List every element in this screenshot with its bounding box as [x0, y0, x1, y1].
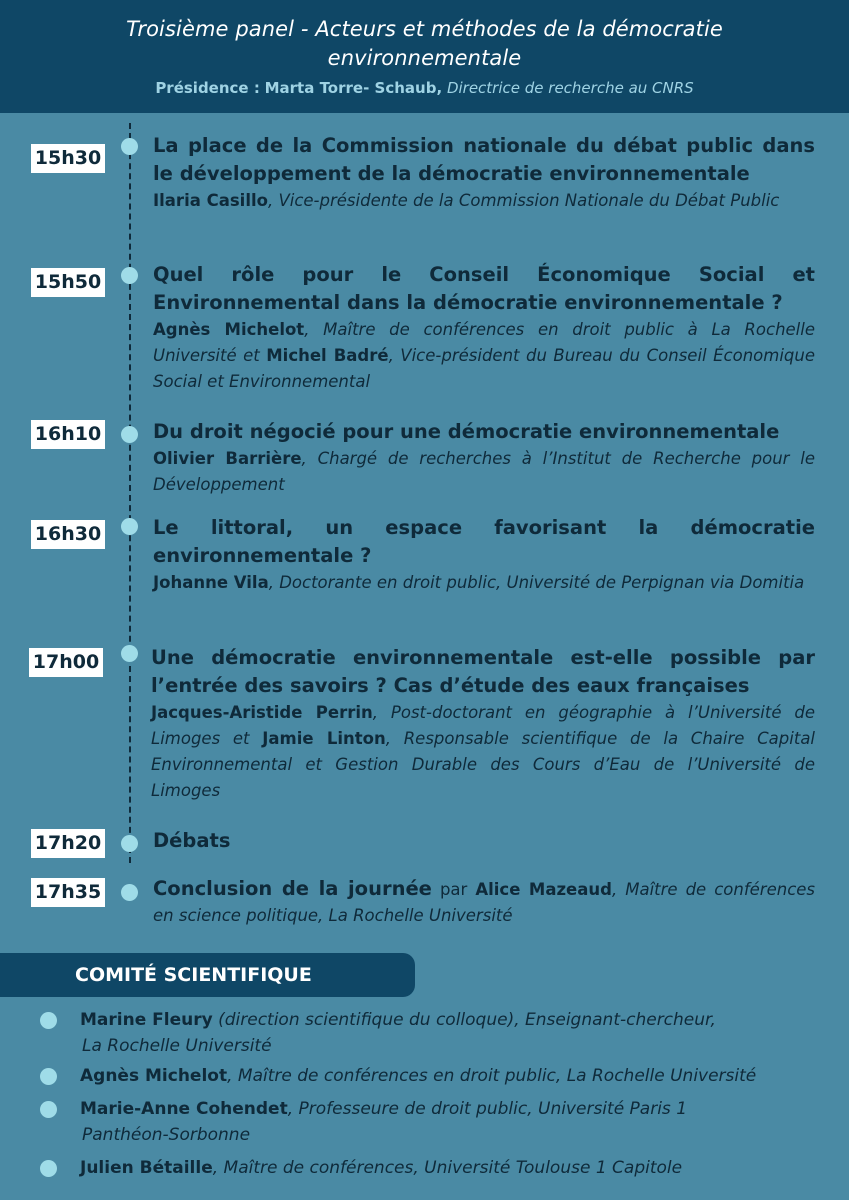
- member-text: [80, 1007, 830, 1059]
- item-speakers: [153, 570, 815, 596]
- bullet-dot-icon: [40, 1160, 57, 1177]
- time-badge: 15h30: [31, 144, 105, 173]
- item-title: Du droit négocié pour une démocratie environnementale: [153, 420, 780, 443]
- item-content: [153, 418, 815, 498]
- panel-header: [0, 0, 849, 113]
- time-badge: 16h30: [31, 520, 105, 549]
- timeline-line: [129, 123, 131, 863]
- speaker-name-2: Jamie Linton: [262, 729, 386, 748]
- item-content: [151, 644, 815, 804]
- item-title: Conclusion de la journée: [153, 877, 432, 900]
- timeline-dot-icon: [121, 835, 138, 852]
- speaker-role-2: , Responsable scientifique de la Chaire Capital Environnemental et Gestion Durable des Cours d’Eau de l’Université de Limoges: [151, 729, 816, 800]
- item-speakers: [153, 188, 815, 214]
- member-role: , Professeure de droit public, Université Paris 1: [287, 1099, 688, 1119]
- time-badge: 17h00: [29, 648, 103, 677]
- item-speakers: [151, 700, 815, 804]
- presidence-label: Présidence :: [155, 79, 260, 97]
- item-content: [153, 876, 815, 929]
- item-content: [153, 261, 815, 395]
- item-content: [153, 132, 815, 214]
- speaker-role: , Doctorante en droit public, Université de Perpignan via Domitia: [268, 573, 805, 592]
- time-badge: 17h20: [31, 829, 105, 858]
- bullet-dot-icon: [40, 1068, 57, 1085]
- member-role: , Maître de conférences, Université Toulouse 1 Capitole: [212, 1158, 683, 1178]
- member-role: , Maître de conférences en droit public, La Rochelle Université: [227, 1066, 757, 1086]
- speaker-name-2: Michel Badré: [266, 346, 389, 365]
- time-badge: 16h10: [31, 420, 105, 449]
- speaker-role: , Chargé de recherches à l’Institut de Recherche pour le Développement: [153, 449, 816, 494]
- item-speakers: [153, 446, 815, 498]
- panel-title: [0, 0, 849, 73]
- item-title: La place de la Commission nationale du débat public dans le développement de la démocratie environnementale: [153, 134, 815, 185]
- speaker-role: , Post-doctorant en géographie à l’Université de Limoges et: [151, 703, 816, 748]
- bullet-dot-icon: [40, 1012, 57, 1029]
- timeline-dot-icon: [121, 645, 138, 662]
- presidence-role: Directrice de recherche au CNRS: [446, 79, 694, 97]
- item-content: [153, 514, 815, 596]
- time-badge: 17h35: [31, 878, 105, 907]
- member-role-line2: La Rochelle Université: [82, 1036, 272, 1056]
- member-role-line2: Panthéon-Sorbonne: [82, 1125, 251, 1145]
- member-text: [80, 1063, 840, 1089]
- item-content: [153, 827, 815, 855]
- speaker-role: , Vice-présidente de la Commission Nationale du Débat Public: [267, 191, 780, 210]
- timeline-dot-icon: [121, 267, 138, 284]
- timeline-dot-icon: [121, 884, 138, 901]
- speaker-name: Jacques-Aristide Perrin: [151, 703, 373, 722]
- speaker-name: Agnès Michelot: [153, 320, 305, 339]
- bullet-dot-icon: [40, 1101, 57, 1118]
- speaker-role-2: , Vice-président du Bureau du Conseil Économique Social et Environnemental: [153, 346, 816, 391]
- timeline-dot-icon: [121, 138, 138, 155]
- member-role: (direction scientifique du colloque), Enseignant-chercheur,: [212, 1010, 716, 1030]
- member-name: Marine Fleury: [80, 1010, 213, 1030]
- panel-title-line2: environnementale: [327, 46, 522, 70]
- item-par: par: [431, 880, 476, 899]
- item-speakers: [153, 876, 815, 929]
- presidence-line: [0, 79, 849, 97]
- time-badge: 15h50: [31, 268, 105, 297]
- member-text: [80, 1096, 830, 1148]
- presidence-name: Marta Torre- Schaub,: [264, 79, 443, 97]
- panel-title-line1: Troisième panel - Acteurs et méthodes de la démocratie: [126, 17, 723, 41]
- speaker-role: , Maître de conférences en droit public à La Rochelle Université et: [153, 320, 815, 365]
- member-name: Agnès Michelot: [80, 1066, 228, 1086]
- speaker-name: Alice Mazeaud: [475, 880, 612, 899]
- member-name: Marie-Anne Cohendet: [80, 1099, 288, 1119]
- speaker-name: Johanne Vila: [153, 573, 269, 592]
- item-title: Quel rôle pour le Conseil Économique Social et Environnemental dans la démocratie environnementale ?: [153, 263, 815, 314]
- timeline-dot-icon: [121, 518, 138, 535]
- speaker-name: Ilaria Casillo: [153, 191, 268, 210]
- timeline-dot-icon: [121, 426, 138, 443]
- item-title: Une démocratie environnementale est-elle possible par l’entrée des savoirs ? Cas d’étude des eaux françaises: [151, 646, 815, 697]
- member-name: Julien Bétaille: [80, 1158, 213, 1178]
- member-text: [80, 1155, 830, 1181]
- item-title: Le littoral, un espace favorisant la démocratie environnementale ?: [153, 516, 815, 567]
- comite-heading: COMITÉ SCIENTIFIQUE: [0, 953, 415, 997]
- speaker-role: , Maître de conférences en science politique, La Rochelle Université: [153, 880, 816, 925]
- speaker-name: Olivier Barrière: [153, 449, 302, 468]
- item-title: Débats: [153, 829, 231, 852]
- item-speakers: [153, 317, 815, 395]
